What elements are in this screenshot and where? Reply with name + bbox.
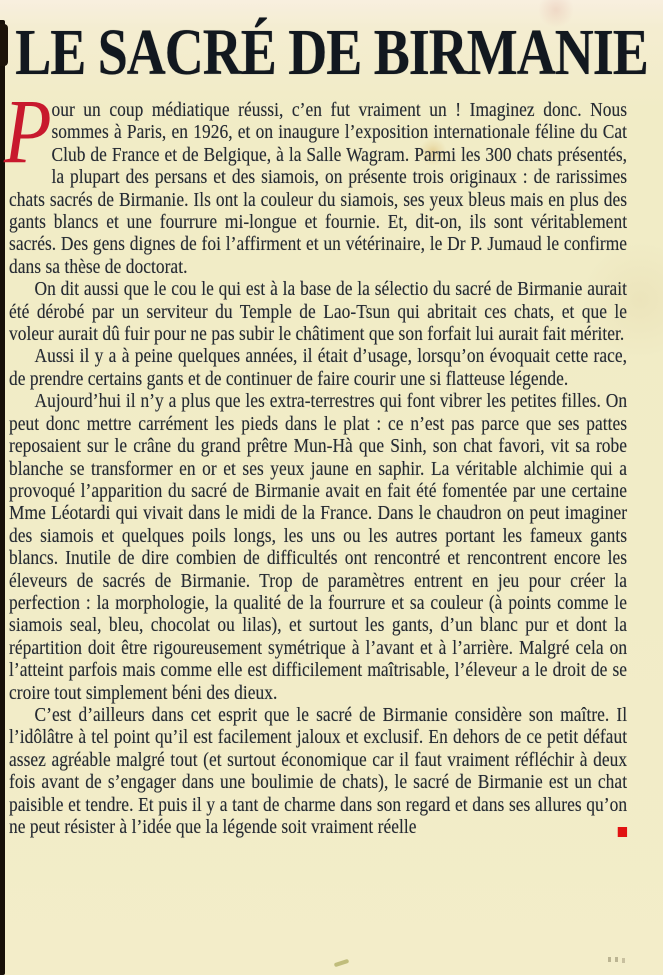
- article-paragraph: [3, 80, 628, 278]
- pencil-mark: [608, 957, 611, 962]
- paragraph-text: Aujourd’hui il n’y a plus que les extra-terrestres qui font vibrer les petites filles. On peut donc mettre carrément les pieds dans le plat : ce n’est pas parce que ses pattes reposaient sur le crâne du grand prêtre Mun-Hà que Sinh, son chat favori, vit sa robe blanche se transformer en or et ses yeux jaune en saphir. La véritable alchimie qui a provoqué l’apparition du sacré de Birmanie avait en fait été fomentée par une certaine Mme Léotardi qui vivait dans le midi de la France. Dans le chaudron on peut imaginer des siamois et quelques poils longs, les uns ou les autres portant les fameux gants blancs. Inutile de dire combien de difficultés ont rencontré et rencontrent encore les éleveurs de sacrés de Birmanie. Trop de paramètres entrent en jeu pour créer la perfection : la morphologie, la qualité de la fourrure et sa couleur (à points comme le siamois seal, bleu, chocolat ou lilas), et surtout les gants, d’un blanc pur et dont la répartition doit être rigoureusement symétrique à l’avant et à l’arrière. Malgré cela on l’atteint parfois mais comme elle est difficilement maîtrisable, l’éleveur a le droit de se croire tout simplement béni des dieux.: [9, 390, 628, 704]
- article-paragraph: [9, 390, 627, 704]
- article-paragraph: [9, 704, 627, 838]
- paragraph-text: Aussi il y a à peine quelques années, il était d’usage, lorsqu’on évoquait cette race, de prendre certains gants et de continuer de faire courir une si flatteuse légende.: [9, 345, 628, 390]
- article-title: LE SACRÉ DE BIRMANIE: [15, 15, 648, 89]
- dropcap-letter: P: [3, 80, 52, 182]
- paragraph-text: On dit aussi que le cou le qui est à la base de la sélectio du sacré de Birmanie aurait été dérobé par un serviteur du Temple de Lao-Tsun qui abritait ces chats, et que le voleur aurait dû fuir pour ne pas subir le châtiment que son forfait lui aurait fait mériter.: [9, 278, 628, 346]
- end-of-article-marker: [618, 827, 627, 837]
- paragraph-text: C’est d’ailleurs dans cet esprit que le sacré de Birmanie considère son maître. Il l’idôlâtre à tel point qu’il est facilement jaloux et exclusif. En dehors de ce petit défaut assez agréable malgré tout (et surtout économique car il faut vraiment réfléchir à deux fois avant de s’engager dans une boulimie de chats), le sacré de Birmanie est un chat paisible et tendre. Et puis il y a tant de charme dans son regard et dans ses allures qu’on ne peut résister à l’idée que la légende soit vraiment réelle: [9, 703, 628, 838]
- article-paragraph: [9, 278, 627, 345]
- pencil-mark: [334, 959, 350, 967]
- paragraph-text: our un coup médiatique réussi, c’en fut vraiment un ! Imaginez donc. Nous sommes à Paris, en 1926, et on inaugure l’exposition internationale féline du Cat Club de France et de Belgique, à la Salle Wagram. Parmi les 300 chats présentés, la plupart des persans et des siamois, on présente trois originaux : de rarissimes chats sacrés de Birmanie. Ils ont la couleur du siamois, ses yeux bleus mais en plus des gants blancs et une fourrure mi-longue et fournie. Et, dit-on, ils sont véritablement sacrés. Des gens dignes de foi l’affirment et un vétérinaire, le Dr P. Jumaud le confirme dans sa thèse de doctorat.: [9, 99, 628, 278]
- title-area: [0, 14, 663, 89]
- article-paragraph: [9, 345, 627, 390]
- article-body: [3, 80, 628, 838]
